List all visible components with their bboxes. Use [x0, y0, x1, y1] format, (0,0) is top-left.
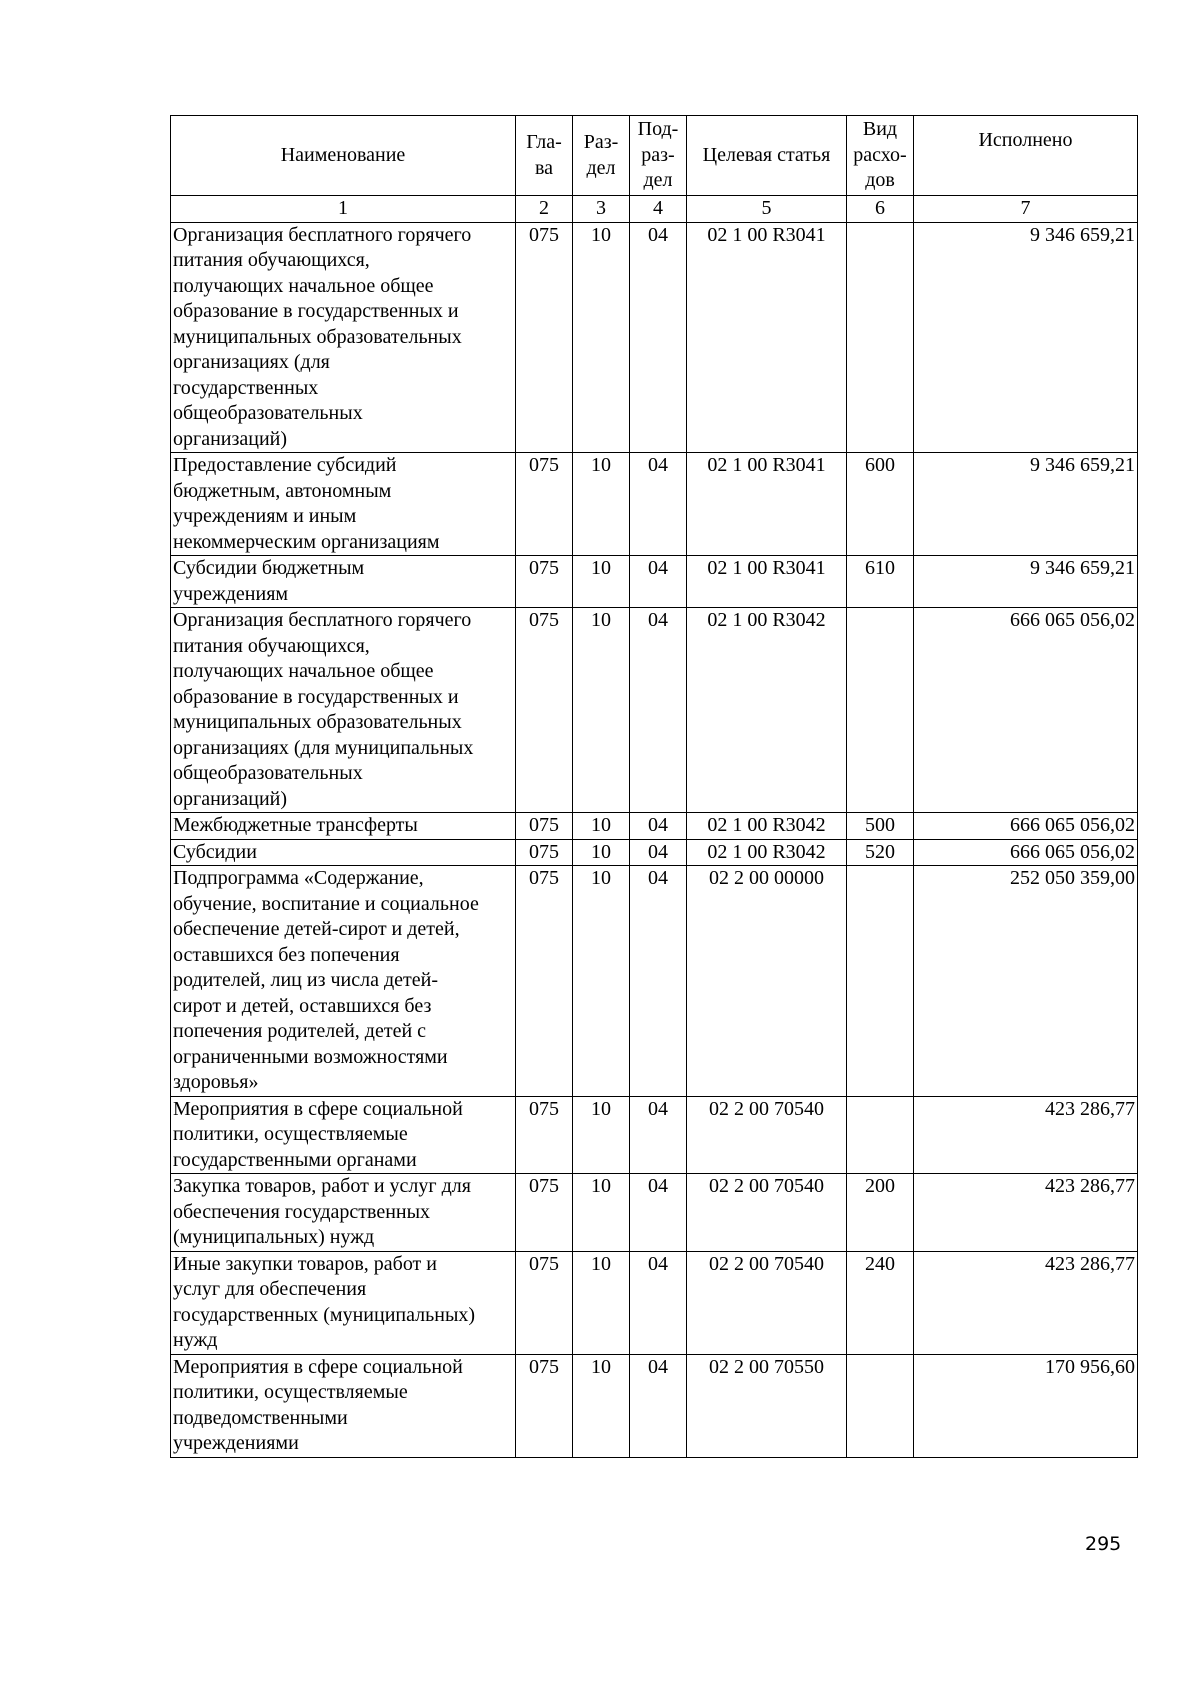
- table-header-row: [171, 116, 1138, 196]
- row-glava: 075: [516, 1354, 573, 1457]
- row-amount: 170 956,60: [914, 1354, 1138, 1457]
- row-razdel: 10: [573, 813, 630, 840]
- row-vid-raskhodov: [847, 1354, 914, 1457]
- table-row: [171, 866, 1138, 1097]
- row-tselevaya-statya: 02 1 00 R3041: [687, 556, 847, 608]
- row-tselevaya-statya: 02 2 00 70540: [687, 1174, 847, 1252]
- row-vid-raskhodov: 200: [847, 1174, 914, 1252]
- row-podrazdel: 04: [630, 556, 687, 608]
- table-row: [171, 1096, 1138, 1174]
- row-podrazdel: 04: [630, 453, 687, 556]
- row-glava: 075: [516, 222, 573, 453]
- row-amount: 252 050 359,00: [914, 866, 1138, 1097]
- row-tselevaya-statya: 02 2 00 70540: [687, 1096, 847, 1174]
- row-glava: 075: [516, 839, 573, 866]
- row-glava: 075: [516, 1096, 573, 1174]
- header-podrazdel: Под- раз- дел: [630, 116, 687, 196]
- row-razdel: 10: [573, 866, 630, 1097]
- budget-execution-table: [170, 115, 1138, 1458]
- row-vid-raskhodov: [847, 608, 914, 813]
- column-number: 1: [171, 196, 516, 223]
- row-glava: 075: [516, 608, 573, 813]
- row-podrazdel: 04: [630, 866, 687, 1097]
- row-amount: 666 065 056,02: [914, 813, 1138, 840]
- row-glava: 075: [516, 453, 573, 556]
- row-podrazdel: 04: [630, 222, 687, 453]
- table-row: [171, 1354, 1138, 1457]
- row-podrazdel: 04: [630, 1096, 687, 1174]
- row-glava: 075: [516, 1174, 573, 1252]
- row-tselevaya-statya: 02 2 00 00000: [687, 866, 847, 1097]
- row-razdel: 10: [573, 1354, 630, 1457]
- row-tselevaya-statya: 02 1 00 R3042: [687, 813, 847, 840]
- row-amount: 9 346 659,21: [914, 222, 1138, 453]
- row-amount: 423 286,77: [914, 1251, 1138, 1354]
- row-name: Субсидии бюджетным учреждениям: [171, 556, 516, 608]
- row-name: Организация бесплатного горячего питания обучающихся, получающих начальное общее образование в государственных и муниципальных образовательных организациях (для муниципальных общеобразовательных организаций): [171, 608, 516, 813]
- row-vid-raskhodov: [847, 866, 914, 1097]
- table-row: [171, 1174, 1138, 1252]
- row-podrazdel: 04: [630, 1174, 687, 1252]
- row-razdel: 10: [573, 1251, 630, 1354]
- row-name: Мероприятия в сфере социальной политики, осуществляемые государственными органами: [171, 1096, 516, 1174]
- row-glava: 075: [516, 866, 573, 1097]
- column-number: 3: [573, 196, 630, 223]
- row-podrazdel: 04: [630, 608, 687, 813]
- row-glava: 075: [516, 813, 573, 840]
- column-number: 6: [847, 196, 914, 223]
- table-row: [171, 813, 1138, 840]
- header-name: Наименование: [171, 116, 516, 196]
- row-podrazdel: 04: [630, 1251, 687, 1354]
- row-tselevaya-statya: 02 1 00 R3042: [687, 608, 847, 813]
- row-amount: 423 286,77: [914, 1174, 1138, 1252]
- row-amount: 423 286,77: [914, 1096, 1138, 1174]
- column-number: 4: [630, 196, 687, 223]
- row-vid-raskhodov: [847, 222, 914, 453]
- row-amount: 666 065 056,02: [914, 839, 1138, 866]
- row-glava: 075: [516, 1251, 573, 1354]
- row-name: Субсидии: [171, 839, 516, 866]
- header-tselevaya-statya: Целевая статья: [687, 116, 847, 196]
- table-row: [171, 556, 1138, 608]
- row-amount: 9 346 659,21: [914, 556, 1138, 608]
- table-row: [171, 222, 1138, 453]
- table-row: [171, 1251, 1138, 1354]
- table-row: [171, 608, 1138, 813]
- header-razdel: Раз- дел: [573, 116, 630, 196]
- row-vid-raskhodov: 600: [847, 453, 914, 556]
- table-row: [171, 839, 1138, 866]
- row-amount: 9 346 659,21: [914, 453, 1138, 556]
- row-razdel: 10: [573, 1174, 630, 1252]
- row-tselevaya-statya: 02 1 00 R3042: [687, 839, 847, 866]
- row-vid-raskhodov: 240: [847, 1251, 914, 1354]
- row-podrazdel: 04: [630, 839, 687, 866]
- page-number: 295: [1085, 1533, 1122, 1555]
- row-vid-raskhodov: 520: [847, 839, 914, 866]
- row-name: Предоставление субсидий бюджетным, автономным учреждениям и иным некоммерческим организациям: [171, 453, 516, 556]
- header-vid-raskhodov: Вид расхо- дов: [847, 116, 914, 196]
- row-vid-raskhodov: [847, 1096, 914, 1174]
- header-glava: Гла- ва: [516, 116, 573, 196]
- row-razdel: 10: [573, 453, 630, 556]
- row-razdel: 10: [573, 839, 630, 866]
- row-name: Закупка товаров, работ и услуг для обеспечения государственных (муниципальных) нужд: [171, 1174, 516, 1252]
- row-razdel: 10: [573, 222, 630, 453]
- row-tselevaya-statya: 02 2 00 70550: [687, 1354, 847, 1457]
- row-razdel: 10: [573, 556, 630, 608]
- table-row: [171, 453, 1138, 556]
- row-razdel: 10: [573, 1096, 630, 1174]
- row-name: Иные закупки товаров, работ и услуг для обеспечения государственных (муниципальных) нужд: [171, 1251, 516, 1354]
- row-name: Подпрограмма «Содержание, обучение, воспитание и социальное обеспечение детей-сирот и детей, оставшихся без попечения родителей, лиц из числа детей- сирот и детей, оставшихся без попечения родителей, детей с ограниченными возможностями здоровья»: [171, 866, 516, 1097]
- row-name: Межбюджетные трансферты: [171, 813, 516, 840]
- column-number: 5: [687, 196, 847, 223]
- row-name: Организация бесплатного горячего питания обучающихся, получающих начальное общее образование в государственных и муниципальных образовательных организациях (для государственных общеобразовательных организаций): [171, 222, 516, 453]
- column-numbers-row: [171, 196, 1138, 223]
- row-vid-raskhodov: 500: [847, 813, 914, 840]
- row-tselevaya-statya: 02 1 00 R3041: [687, 453, 847, 556]
- row-glava: 075: [516, 556, 573, 608]
- row-tselevaya-statya: 02 2 00 70540: [687, 1251, 847, 1354]
- row-vid-raskhodov: 610: [847, 556, 914, 608]
- row-tselevaya-statya: 02 1 00 R3041: [687, 222, 847, 453]
- row-podrazdel: 04: [630, 1354, 687, 1457]
- column-number: 7: [914, 196, 1138, 223]
- row-name: Мероприятия в сфере социальной политики, осуществляемые подведомственными учреждениями: [171, 1354, 516, 1457]
- row-amount: 666 065 056,02: [914, 608, 1138, 813]
- row-podrazdel: 04: [630, 813, 687, 840]
- column-number: 2: [516, 196, 573, 223]
- header-ispolneno: Исполнено: [914, 116, 1138, 196]
- row-razdel: 10: [573, 608, 630, 813]
